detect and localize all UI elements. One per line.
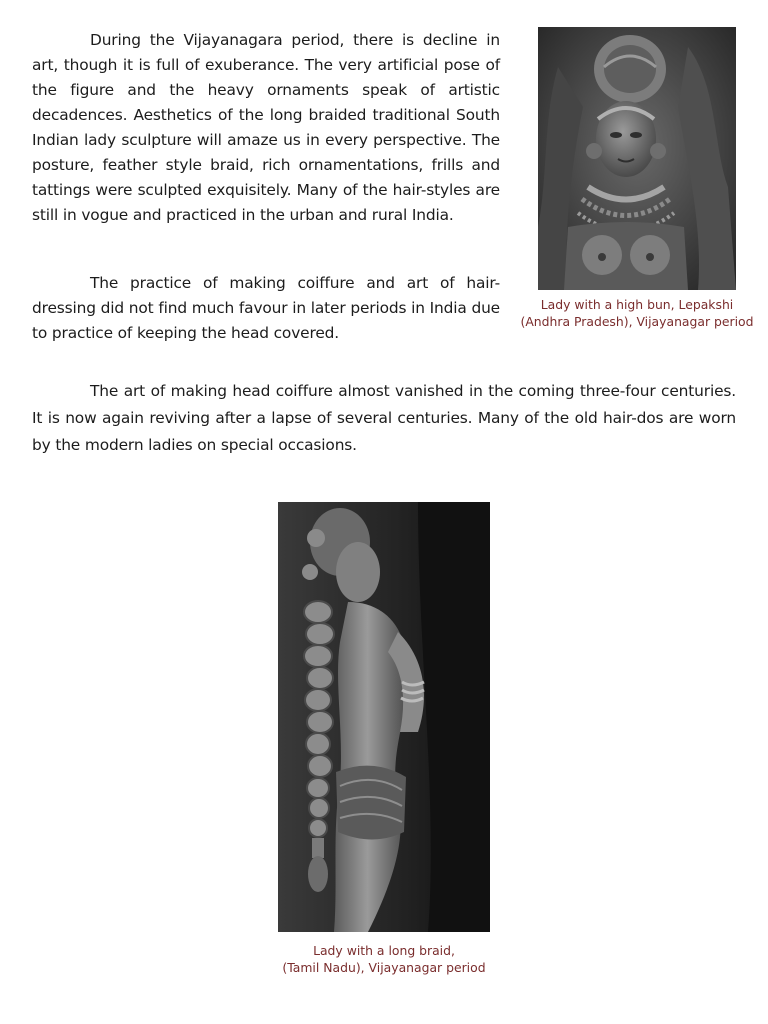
figure-2-caption-line-2: (Tamil Nadu), Vijayanagar period xyxy=(282,960,486,975)
body-paragraph-2: The practice of making coiffure and art of hair-dressing did not find much favour in later periods in India due to practice of keeping the head covered. xyxy=(32,274,500,342)
figure-1-caption xyxy=(520,296,754,330)
figure-1-caption-line-1: Lady with a high bun, Lepakshi xyxy=(540,297,734,312)
figure-2-caption xyxy=(250,942,518,976)
figure-2-caption-line-1: Lady with a long braid, xyxy=(313,943,455,958)
sculpture-photo-high-bun xyxy=(538,27,736,290)
body-paragraph-3: The art of making head coiffure almost vanished in the coming three-four centuries. It is now again reviving after a lapse of several centuries. Many of the old hair-dos are worn by the modern ladies on special occasions. xyxy=(32,382,736,454)
body-paragraph-1: During the Vijayanagara period, there is decline in art, though it is full of exuberance. The very artificial pose of the figure and the heavy ornaments speak of artistic decadences. Aesthetics of the long braided traditional South Indian lady sculpture will amaze us in every perspective. The posture, feather style braid, rich ornamentations, frills and tattings were sculpted exquisitely. Many of the hair-styles are still in vogue and practiced in the urban and rural India. xyxy=(32,31,500,224)
figure-1-caption-line-2: (Andhra Pradesh), Vijayanagar period xyxy=(520,314,754,329)
sculpture-photo-long-braid xyxy=(278,502,490,932)
